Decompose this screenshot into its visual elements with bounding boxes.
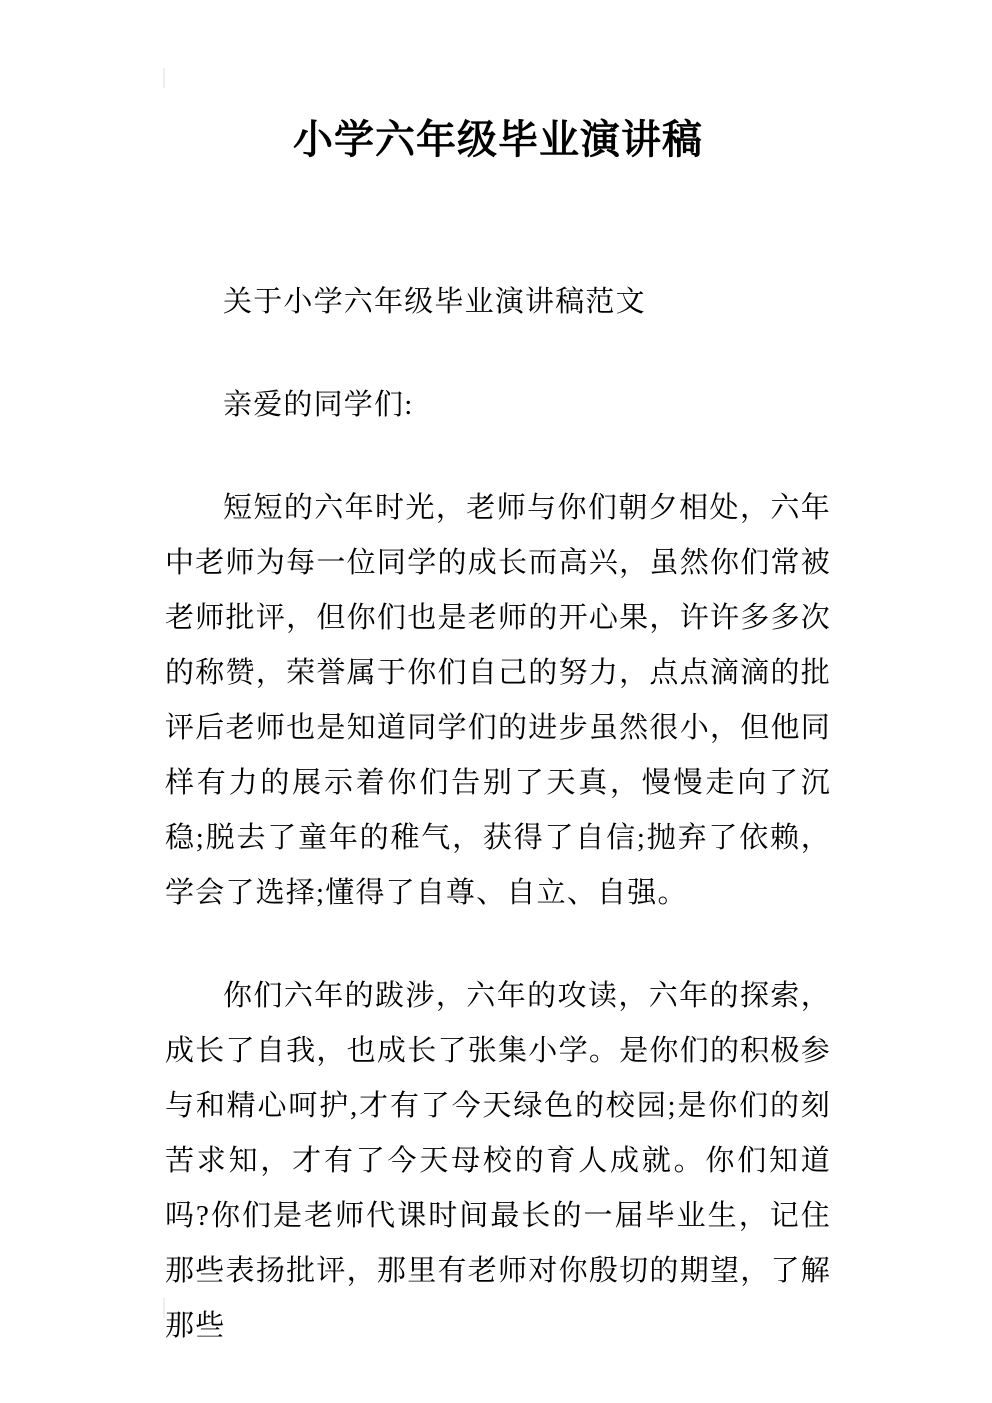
paragraph-salutation: 亲爱的同学们: bbox=[223, 389, 414, 421]
paragraph-body-1: 短短的六年时光，老师与你们朝夕相处，六年中老师为每一位同学的成长而高兴，虽然你们常被老师批评，但你们也是老师的开心果，许许多多次的称赞，荣誉属于你们自己的努力，点点滴滴的批评后老师也是知道同学们的进步虽然很小，但他同样有力的展示着你们告别了天真，慢慢走向了沉稳;脱去了童年的稚气，获得了自信;抛弃了依赖，学会了选择;懂得了自尊、自立、自强。 bbox=[165, 492, 831, 909]
document-title: 小学六年级毕业演讲稿 bbox=[293, 118, 703, 162]
text-boundary-mark-top bbox=[163, 68, 165, 88]
paragraph-body-2: 你们六年的跋涉，六年的攻读，六年的探索，成长了自我，也成长了张集小学。是你们的积极参与和精心呵护,才有了今天绿色的校园;是你们的刻苦求知，才有了今天母校的育人成就。你们知道吗?你们是老师代课时间最长的一届毕业生，记住那些表扬批评，那里有老师对你殷切的期望，了解那些 bbox=[165, 980, 831, 1342]
paragraph-subtitle: 关于小学六年级毕业演讲稿范文 bbox=[223, 286, 646, 318]
document-body bbox=[165, 112, 831, 1402]
